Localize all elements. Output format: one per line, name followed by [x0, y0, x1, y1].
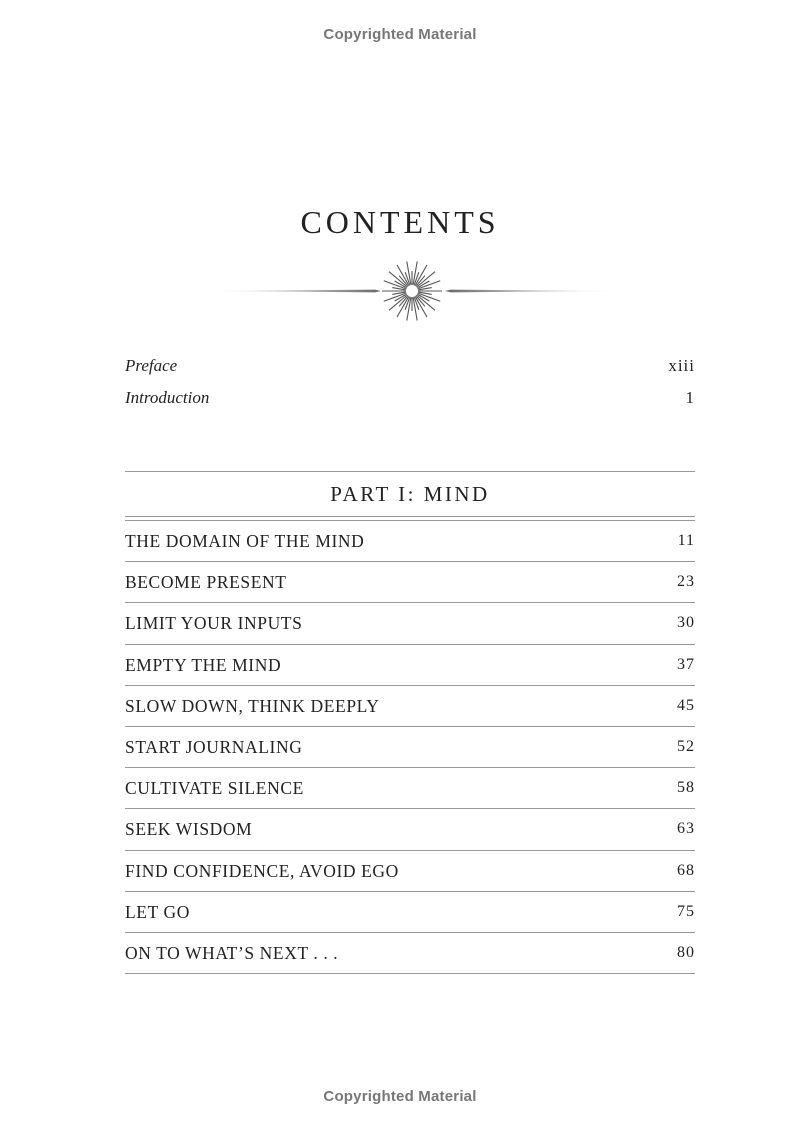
starburst-ornament-icon: [205, 258, 621, 324]
chapter-row[interactable]: [125, 686, 695, 727]
chapter-title: EMPTY THE MIND: [125, 654, 282, 675]
chapter-list: [125, 521, 695, 974]
chapter-row[interactable]: [125, 521, 695, 562]
chapter-title: LET GO: [125, 901, 191, 922]
toc-entry-preface[interactable]: [125, 356, 695, 376]
starburst-ray: [417, 295, 435, 310]
starburst-ray: [416, 265, 428, 285]
chapter-row[interactable]: [125, 562, 695, 603]
part-title: PART I: MIND: [330, 482, 490, 506]
toc-entry-page: xiii: [668, 356, 695, 375]
watermark-top: Copyrighted Material: [323, 26, 477, 43]
toc-entry-label: Introduction: [125, 388, 210, 407]
chapter-row[interactable]: [125, 933, 695, 974]
chapter-title: ON TO WHAT’S NEXT . . .: [125, 942, 339, 963]
part-divider-top: [125, 471, 695, 472]
chapter-row[interactable]: [125, 851, 695, 892]
watermark-bottom: Copyrighted Material: [323, 1088, 477, 1105]
toc-entry-introduction[interactable]: [125, 388, 695, 408]
starburst-ray: [416, 297, 428, 317]
chapter-title: CULTIVATE SILENCE: [125, 778, 304, 799]
chapter-page: 37: [677, 655, 695, 673]
chapter-title: BECOME PRESENT: [125, 572, 287, 593]
chapter-page: 75: [677, 902, 695, 920]
chapter-page: 80: [677, 943, 695, 961]
starburst-ray: [389, 272, 407, 287]
chapter-title: SLOW DOWN, THINK DEEPLY: [125, 695, 380, 716]
starburst-ray: [417, 272, 435, 287]
starburst-ray: [397, 297, 409, 317]
chapter-row[interactable]: [125, 768, 695, 809]
chapter-page: 68: [677, 861, 695, 879]
starburst-ray: [397, 265, 409, 285]
chapter-page: 23: [677, 573, 695, 591]
chapter-page: 63: [677, 820, 695, 838]
chapter-page: 11: [677, 532, 695, 549]
chapter-row[interactable]: [125, 603, 695, 644]
chapter-page: 45: [677, 696, 695, 714]
chapter-page: 52: [677, 737, 695, 755]
chapter-title: START JOURNALING: [125, 736, 303, 757]
chapter-row[interactable]: [125, 809, 695, 850]
toc-entry-label: Preface: [125, 356, 178, 375]
chapter-title: THE DOMAIN OF THE MIND: [125, 531, 365, 551]
chapter-row[interactable]: [125, 727, 695, 768]
starburst-ray: [389, 295, 407, 310]
toc-entry-page: 1: [685, 388, 695, 407]
chapter-page: 30: [677, 614, 695, 632]
chapter-row[interactable]: [125, 892, 695, 933]
chapter-row[interactable]: [125, 645, 695, 686]
chapter-page: 58: [677, 779, 695, 797]
page-title: CONTENTS: [300, 204, 500, 240]
chapter-title: FIND CONFIDENCE, AVOID EGO: [125, 860, 399, 881]
chapter-title: SEEK WISDOM: [125, 819, 253, 840]
chapter-title: LIMIT YOUR INPUTS: [125, 613, 303, 634]
